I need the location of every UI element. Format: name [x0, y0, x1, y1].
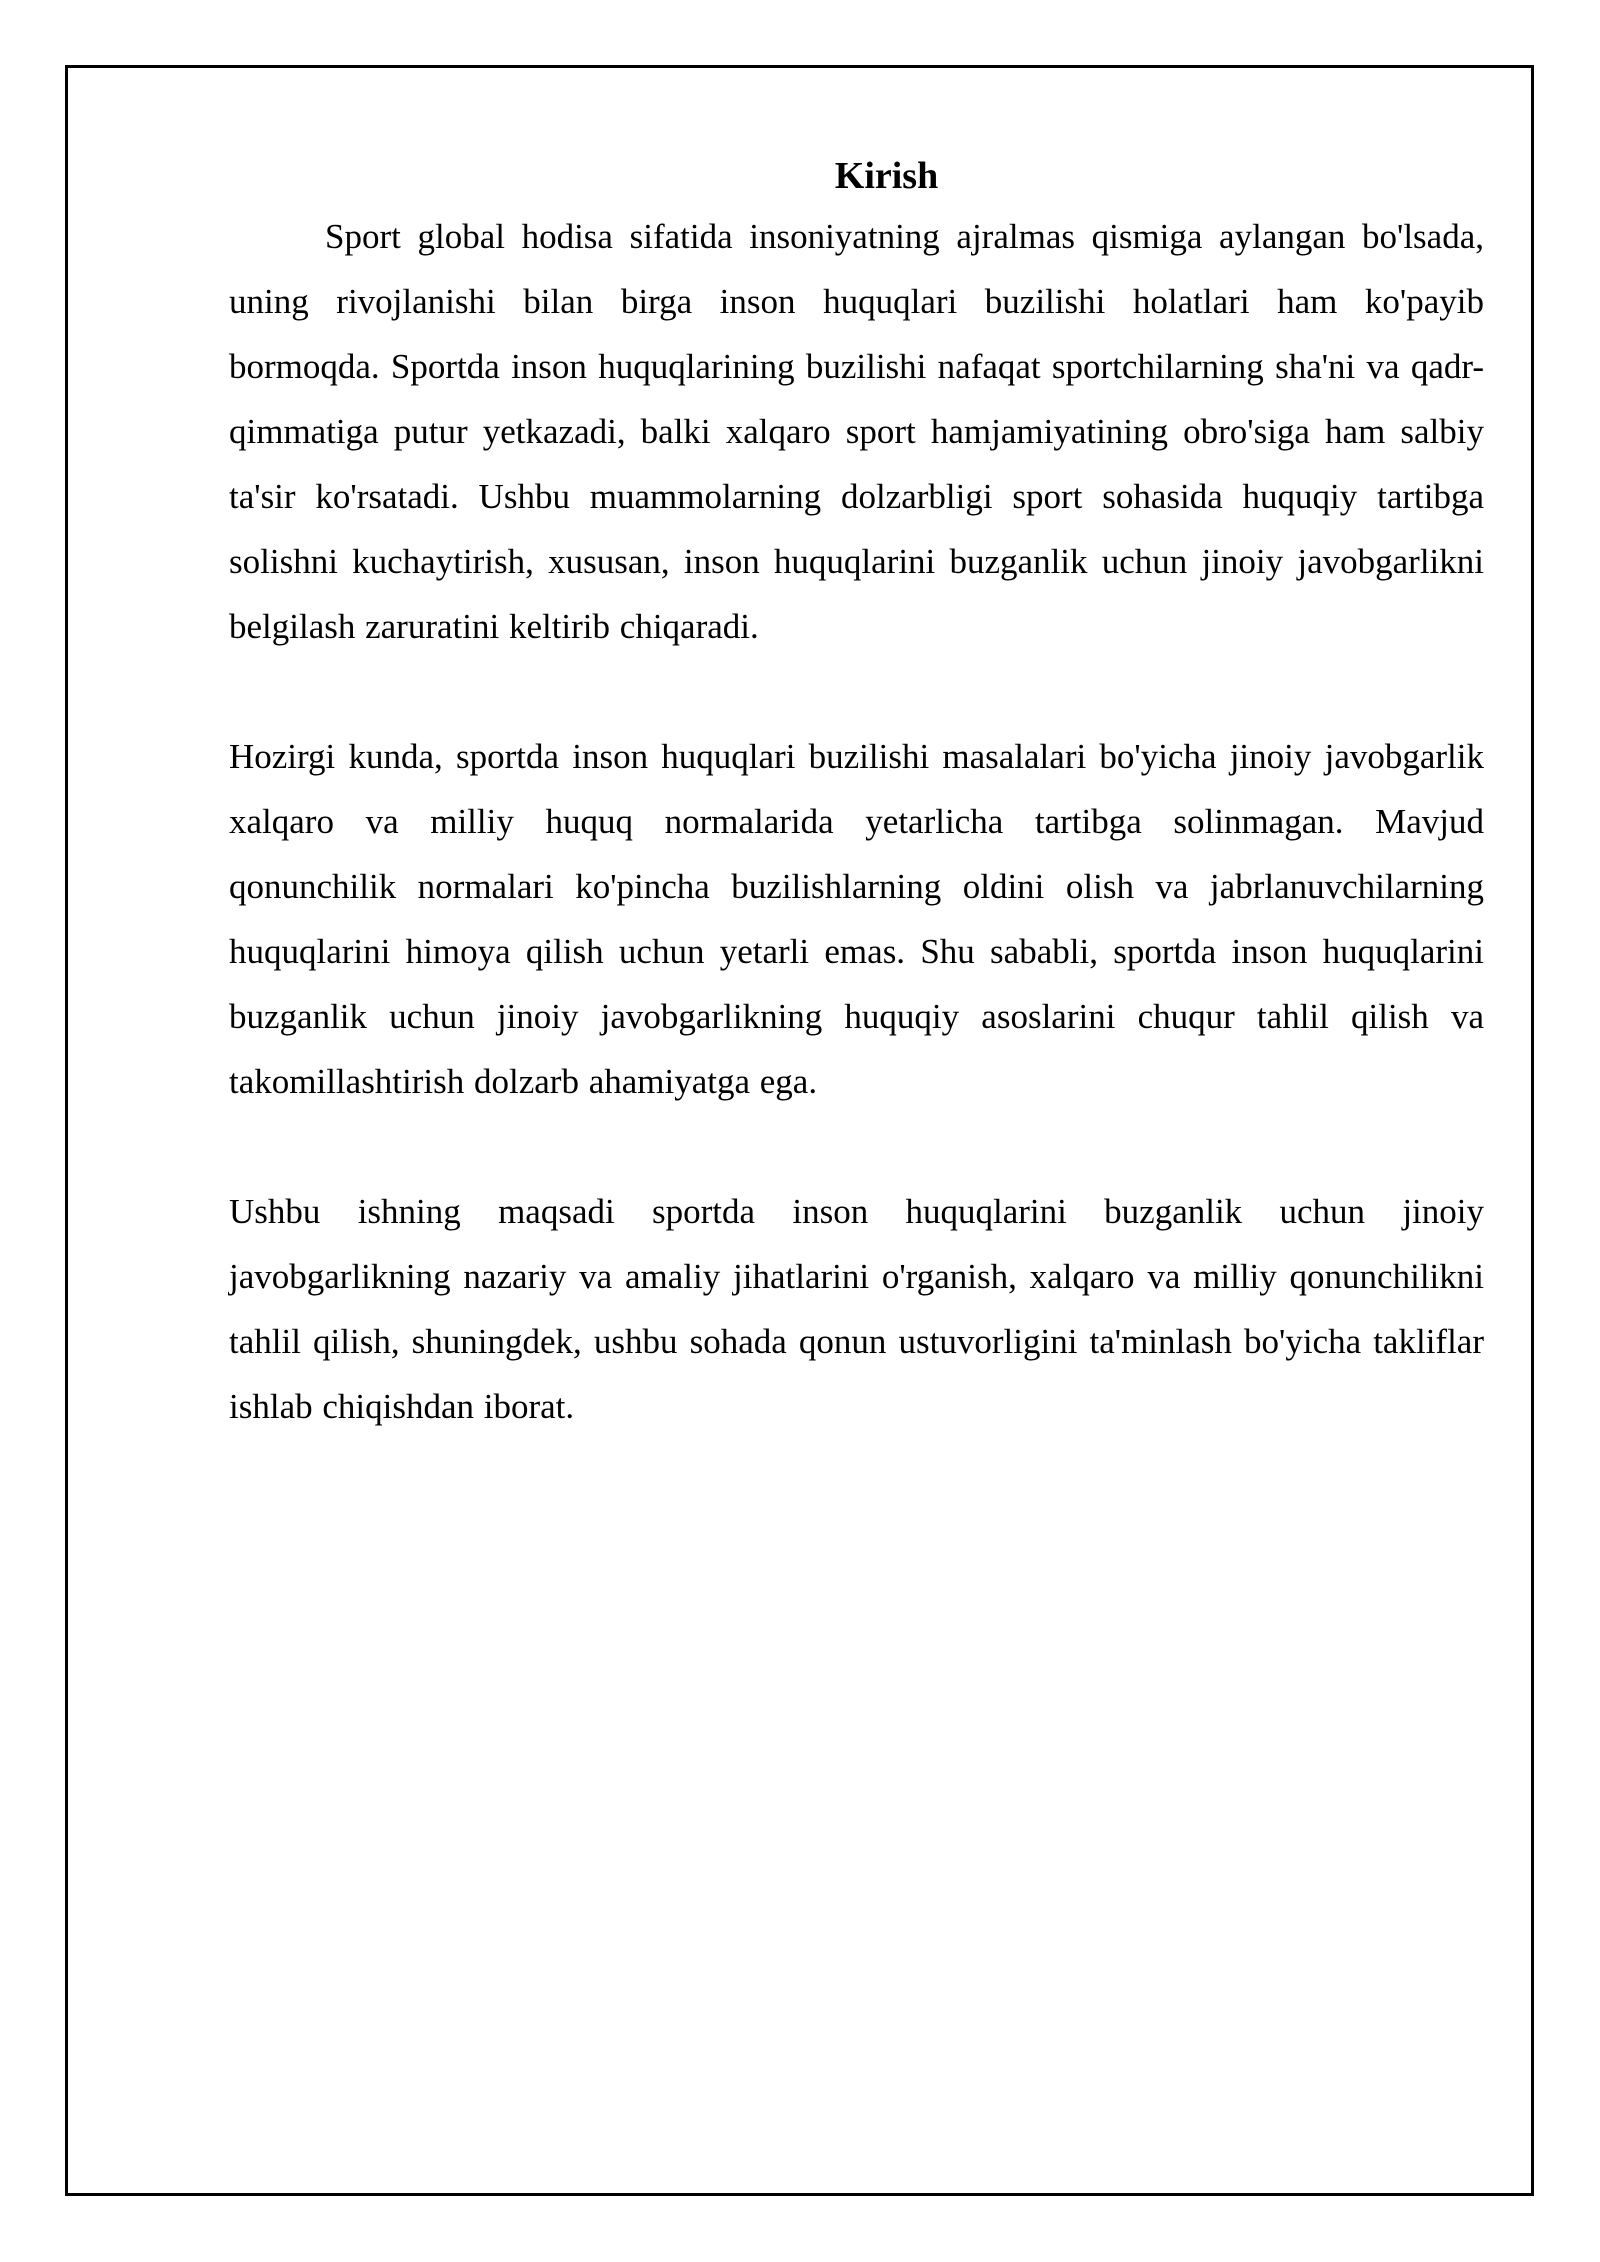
document-body [229, 148, 1484, 1439]
paragraph-purpose: Ushbu ishning maqsadi sportda inson huquqlarini buzganlik uchun jinoiy javobgarlikning nazariy va amaliy jihatlarini o'rganish, xalqaro va milliy qonunchilikni tahlil qilish, shuningdek, ushbu sohada qonun ustuvorligini ta'minlash bo'yicha takliflar ishlab chiqishdan iborat. [229, 1192, 1484, 1426]
paragraph-intro: Sport global hodisa sifatida insoniyatning ajralmas qismiga aylangan bo'lsada, uning rivojlanishi bilan birga inson huquqlari buzilishi holatlari ham ko'payib bormoqda. Sportda inson huquqlarining buzilishi nafaqat sportchilarning sha'ni va qadr-qimmatiga putur yetkazadi, balki xalqaro sport hamjamiyatining obro'siga ham salbiy ta'sir ko'rsatadi. Ushbu muammolarning dolzarbligi sport sohasida huquqiy tartibga solishni kuchaytirish, xususan, inson huquqlarini buzganlik uchun jinoiy javobgarlikni belgilash zaruratini keltirib chiqaradi. [229, 217, 1484, 646]
paragraph-current-state: Hozirgi kunda, sportda inson huquqlari buzilishi masalalari bo'yicha jinoiy javobgarlik xalqaro va milliy huquq normalarida yetarlicha tartibga solinmagan. Mavjud qonunchilik normalari ko'pincha buzilishlarning oldini olish va jabrlanuvchilarning huquqlarini himoya qilish uchun yetarli emas. Shu sababli, sportda inson huquqlarini buzganlik uchun jinoiy javobgarlikning huquqiy asoslarini chuqur tahlil qilish va takomillashtirish dolzarb ahamiyatga ega. [229, 737, 1484, 1101]
document-title: Kirish [834, 155, 939, 197]
